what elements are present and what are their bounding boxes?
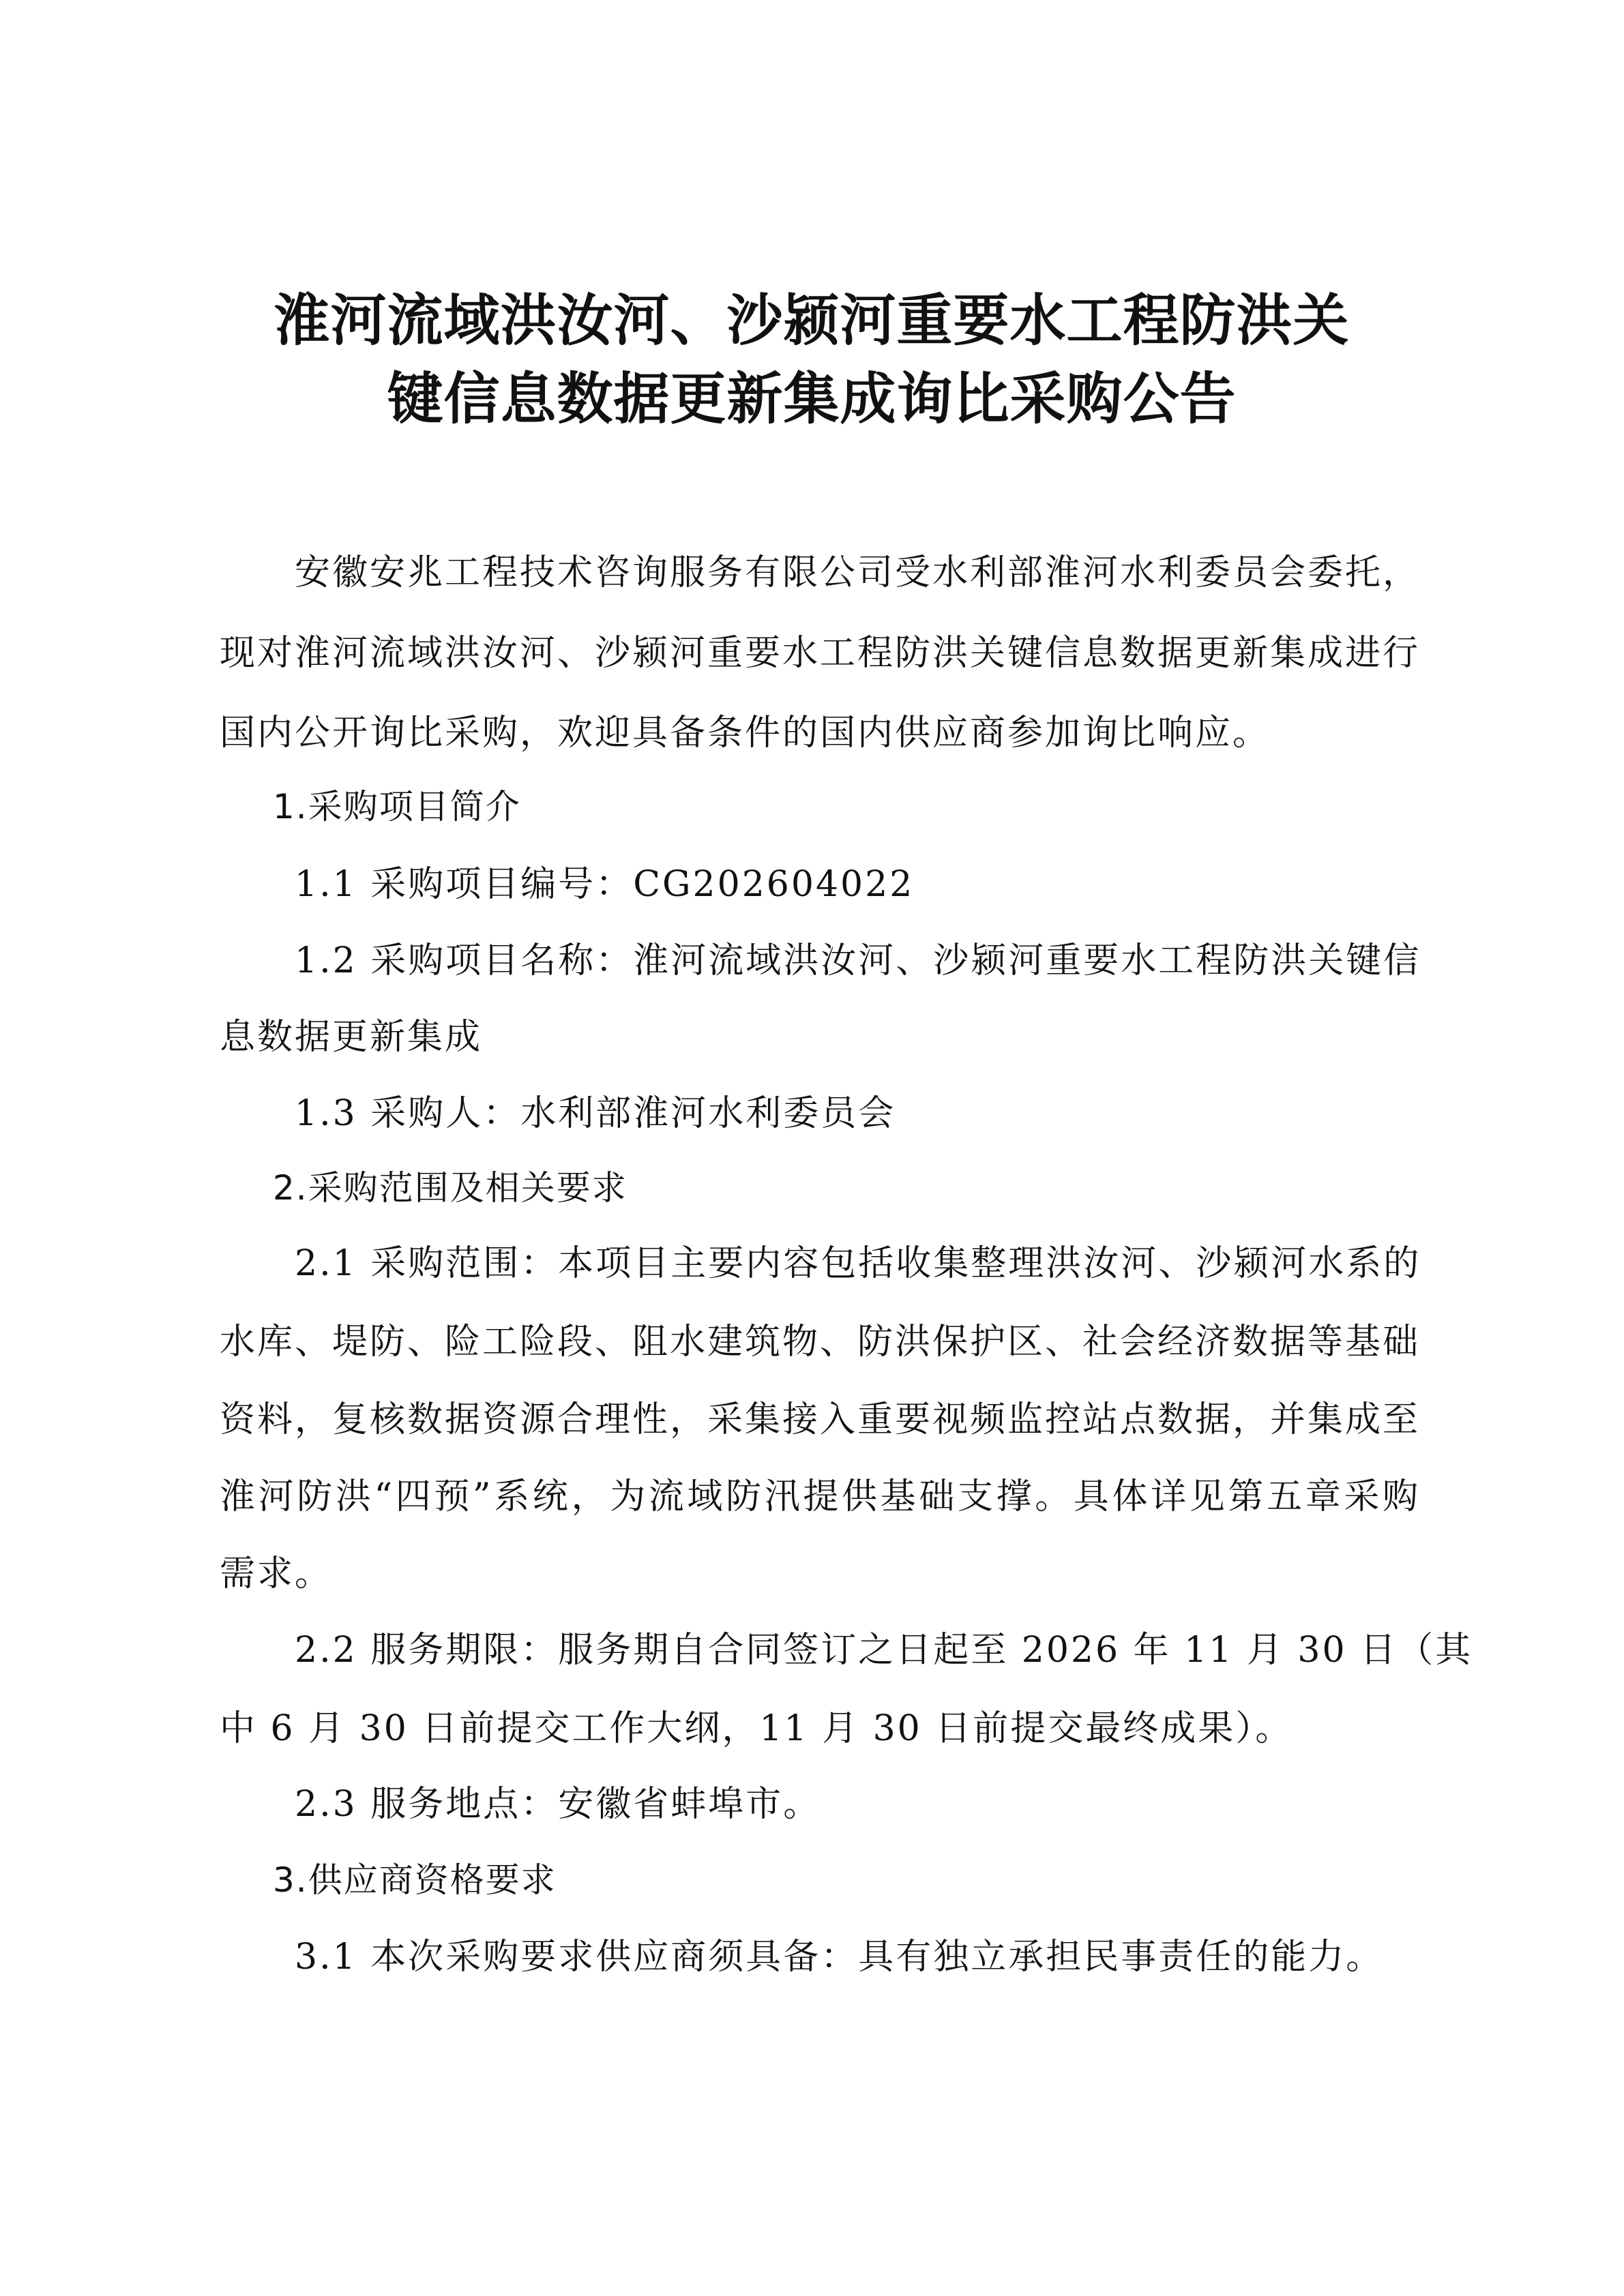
item-3-1: 3.1 本次采购要求供应商须具备：具有独立承担民事责任的能力。	[295, 1937, 1384, 1978]
item-2-1-line-3: 资料，复核数据资源合理性，采集接入重要视频监控站点数据，并集成至	[220, 1399, 1421, 1440]
section-3-heading: 3.供应商资格要求	[273, 1860, 557, 1900]
item-2-1-line-2: 水库、堤防、险工险段、阻水建筑物、防洪保护区、社会经济数据等基础	[220, 1322, 1421, 1362]
intro-line-1: 安徽安兆工程技术咨询服务有限公司受水利部淮河水利委员会委托，	[295, 552, 1421, 593]
item-2-1-line-1: 2.1 采购范围：本项目主要内容包括收集整理洪汝河、沙颍河水系的	[295, 1243, 1421, 1284]
item-2-1-line-5: 需求。	[220, 1553, 333, 1594]
item-1-3: 1.3 采购人：水利部淮河水利委员会	[295, 1093, 896, 1134]
item-2-2-line-2: 中 6 月 30 日前提交工作大纲，11 月 30 日前提交最终成果）。	[220, 1708, 1293, 1749]
item-1-1: 1.1 采购项目编号：CG202604022	[295, 864, 915, 905]
document-title-line-1: 淮河流域洪汝河、沙颍河重要水工程防洪关	[274, 288, 1350, 353]
document-title-line-2: 键信息数据更新集成询比采购公告	[387, 366, 1237, 432]
item-2-2-line-1: 2.2 服务期限：服务期自合同签订之日起至 2026 年 11 月 30 日（其	[295, 1630, 1473, 1671]
item-2-3: 2.3 服务地点：安徽省蚌埠市。	[295, 1784, 821, 1825]
item-2-1-line-4: 淮河防洪“四预”系统，为流域防汛提供基础支撑。具体详见第五章采购	[220, 1476, 1420, 1517]
intro-line-2: 现对淮河流域洪汝河、沙颍河重要水工程防洪关键信息数据更新集成进行	[220, 633, 1421, 674]
intro-line-3: 国内公开询比采购，欢迎具备条件的国内供应商参加询比响应。	[220, 713, 1271, 754]
item-1-2-line-1: 1.2 采购项目名称：淮河流域洪汝河、沙颍河重要水工程防洪关键信	[295, 940, 1421, 981]
section-1-heading: 1.采购项目简介	[273, 787, 521, 826]
section-2-heading: 2.采购范围及相关要求	[273, 1168, 628, 1208]
item-1-2-line-2: 息数据更新集成	[220, 1017, 483, 1058]
